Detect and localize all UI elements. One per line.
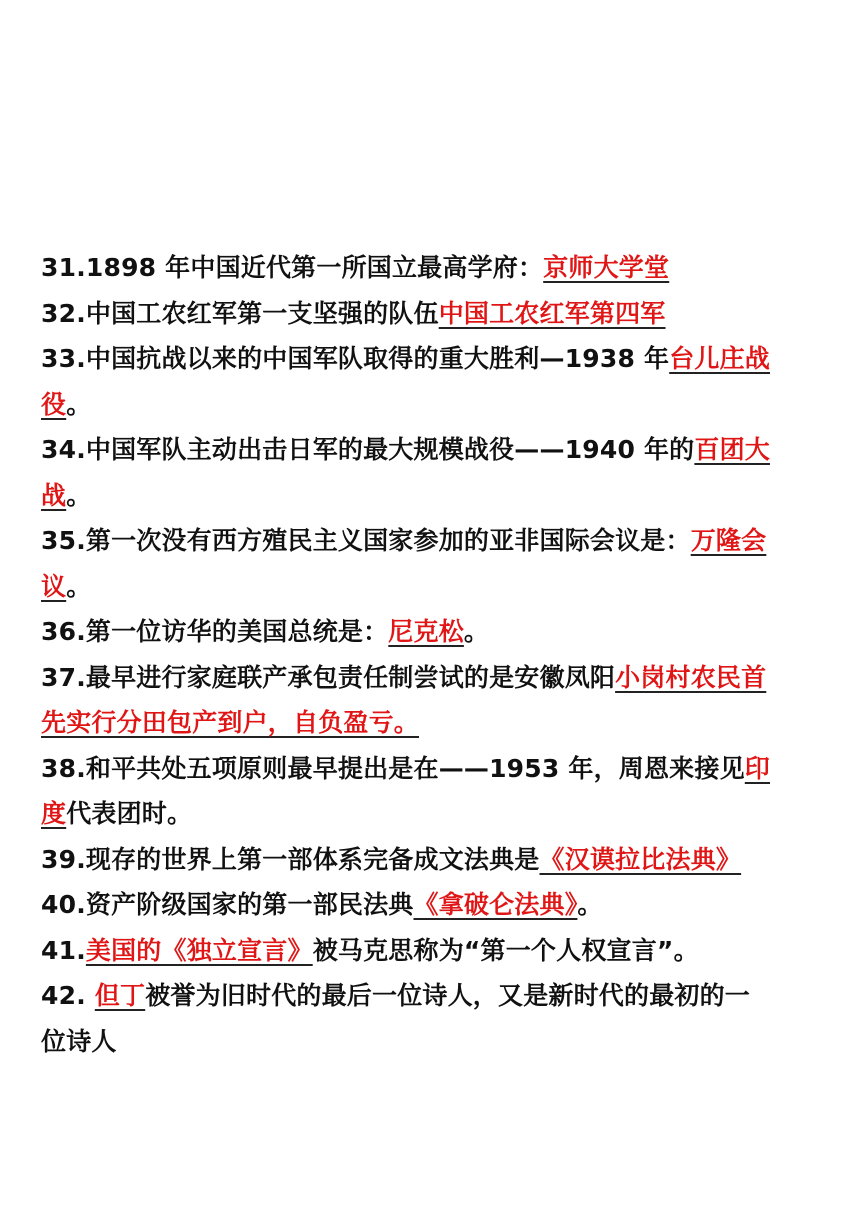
question-text: 。: [66, 480, 92, 510]
question-item: [41, 518, 826, 609]
question-line: [41, 609, 826, 655]
question-text: 39.现存的世界上第一部体系完备成文法典是: [41, 844, 540, 874]
question-text: 。: [463, 617, 490, 646]
answer-text: 先实行分田包产到户，自负盈亏。: [41, 708, 420, 737]
question-text: 33.中国抗战以来的中国军队取得的重大胜利—1938 年: [41, 344, 670, 373]
question-text: 38.和平共处五项原则最早提出是在——1953 年，周恩来接见: [41, 753, 745, 783]
question-item: [41, 291, 826, 337]
question-line: [41, 882, 826, 928]
question-line: [41, 746, 826, 792]
question-text: 35.第一次没有西方殖民主义国家参加的亚非国际会议是：: [41, 526, 691, 555]
question-item: [41, 746, 826, 837]
question-list: [41, 245, 826, 1064]
question-text: 32.中国工农红军第一支坚强的队伍: [41, 298, 439, 328]
question-text: 被誉为旧时代的最后一位诗人，又是新时代的最初的一: [145, 981, 751, 1010]
question-line: [41, 518, 826, 564]
question-line: [41, 291, 826, 337]
question-text: 40.资产阶级国家的第一部民法典: [41, 890, 414, 919]
question-text: 被马克思称为“第一个人权宣言”。: [312, 935, 699, 965]
question-line: [41, 382, 826, 428]
question-line: [41, 1019, 826, 1065]
question-text: 。: [66, 571, 92, 601]
question-line: [41, 564, 826, 610]
question-line: [41, 837, 826, 883]
question-line: [41, 336, 826, 382]
answer-text: 中国工农红军第四军: [438, 298, 666, 328]
question-line: [41, 655, 826, 701]
answer-text: 战: [41, 480, 67, 510]
question-text: 34.中国军队主动出击日军的最大规模战役——1940 年的: [41, 435, 695, 464]
answer-text: 百团大: [694, 435, 770, 464]
question-line: [41, 427, 826, 473]
question-line: [41, 245, 826, 291]
answer-text: 《汉谟拉比法典》: [539, 844, 742, 874]
question-line: [41, 928, 826, 974]
question-item: [41, 609, 826, 655]
question-item: [41, 882, 826, 928]
question-text: 。: [66, 389, 92, 419]
question-item: [41, 336, 826, 427]
question-text: 41.: [41, 935, 86, 965]
question-item: [41, 973, 826, 1064]
answer-text: 印: [744, 753, 770, 783]
question-item: [41, 245, 826, 291]
answer-text: 度: [41, 799, 67, 828]
question-item: [41, 837, 826, 883]
question-text: 位诗人: [41, 1026, 117, 1056]
answer-text: 但丁: [94, 981, 146, 1010]
answer-text: 万隆会: [690, 526, 767, 555]
question-line: [41, 700, 826, 746]
question-text: 31.1898 年中国近代第一所国立最高学府：: [41, 253, 544, 282]
answer-text: 台儿庄战: [669, 344, 770, 373]
question-item: [41, 928, 826, 974]
question-item: [41, 655, 826, 746]
answer-text: 议: [41, 571, 67, 601]
question-line: [41, 973, 826, 1019]
question-text: 36.第一位访华的美国总统是：: [41, 617, 389, 646]
question-line: [41, 791, 826, 837]
question-text: 42.: [41, 981, 95, 1010]
answer-text: 京师大学堂: [543, 253, 670, 282]
question-line: [41, 473, 826, 519]
question-item: [41, 427, 826, 518]
answer-text: 尼克松: [388, 617, 464, 646]
question-text: 代表团时。: [66, 799, 193, 828]
answer-text: 小岗村农民首: [615, 662, 767, 692]
answer-text: 美国的《独立宣言》: [85, 935, 313, 965]
answer-text: 役: [41, 389, 67, 419]
question-text: 。: [577, 890, 603, 919]
answer-text: 《拿破仑法典》: [413, 890, 578, 919]
question-text: 37.最早进行家庭联产承包责任制尝试的是安徽凤阳: [41, 662, 616, 692]
